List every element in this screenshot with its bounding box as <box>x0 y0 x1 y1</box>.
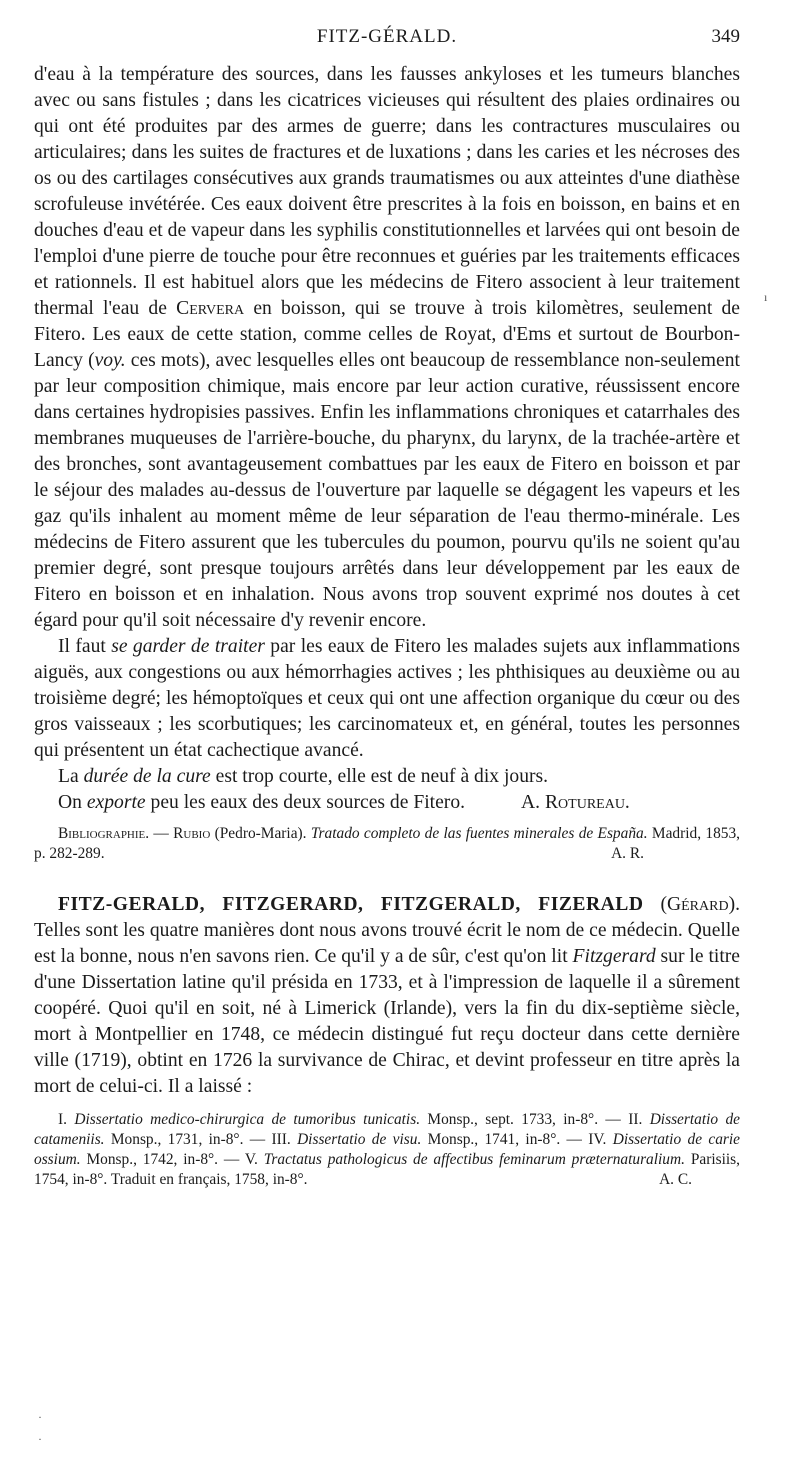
bibliography-label: Bibliographie. <box>58 825 150 842</box>
paragraph-export: On exporte peu les eaux des deux sources de Fitero. A. Rotureau. <box>58 792 630 813</box>
entry-fitz-gerald: FITZ-GERALD, FITZGERARD, FITZGERALD, FIZERALD (Gérard). Telles sont les quatre manières dont nous avons trouvé écrit le nom de ce médecin. Quelle est la bonne, nous n'en savons rien. Ce qu'il y a de sûr, c'est qu'on lit Fitzgerard sur le titre d'une Dissertation latine qu'il présida en 1733, et à l'impression de laquelle il a sûrement coopéré. Quoi qu'il en soit, né à Limerick (Irlande), vers la fin du dix-septième siècle, mort à Montpellier en 1748, ce médecin distingué fut reçu docteur dans cette dernière ville (1719), obtint en 1726 la survivance de Chirac, et devint professeur en titre après la mort de celui-ci. Il a laissé : <box>34 894 740 1097</box>
page-number: 349 <box>711 26 740 47</box>
works-list: I. Dissertatio medico-chirurgica de tumoribus tunicatis. Monsp., sept. 1733, in-8°. — II. Dissertatio de catameniis. Monsp., 1731, in-8°. — III. Dissertatio de visu. Monsp., 1741, in-8°. — IV. Dissertatio de carie ossium. Monsp., 1742, in-8°. — V. Tractatus pathologicus de affectibus feminarum præternaturalium. Parisiis, 1754, in-8°. Traduit en français, 1758, in-8°. A. C. <box>34 1111 740 1188</box>
place-name-cervera: Cervera <box>176 298 245 319</box>
margin-mark: · <box>38 1410 42 1424</box>
margin-mark: ı <box>764 290 768 304</box>
bibliography-signature: A. R. <box>611 845 644 862</box>
running-header <box>34 26 740 52</box>
bibliography: Bibliographie. — Rubio (Pedro-Maria). Tratado completo de las fuentes minerales de España. Madrid, 1853, p. 282-289. A. R. <box>34 825 741 862</box>
author-signature: A. Rotureau. <box>521 792 630 813</box>
running-title: FITZ-GÉRALD. <box>316 26 458 47</box>
paragraph-indications: d'eau à la température des sources, dans les fausses ankyloses et les tumeurs blanches avec ou sans fistules ; dans les cicatrices vicieuses qui résultent des plaies ordinaires ou qui ont été produites par des armes de guerre; dans les contractures musculaires ou articulaires; dans les suites de fractures et de luxations ; dans les caries et les nécroses des os ou des cartilages consécutives aux grands traumatismes ou aux atteintes d'une diathèse scrofuleuse invétérée. Ces eaux doivent être prescrites à la fois en boisson, en bains et en douches d'eau et de vapeur dans les syphilis constitutionnelles et larvées qui ont besoin de l'emploi d'une pierre de touche pour être reconnues et guéries par les traitements efficaces et rationnels. Il est habituel alors que les médecins de Fitero associent à leur traitement thermal l'eau de Cervera en boisson, qui se trouve à trois kilomètres, seulement de Fitero. Les eaux de cette station, comme celles de Royat, d'Ems et surtout de Bourbon-Lancy (voy. ces mots), avec lesquelles elles ont beaucoup de ressemblance non-seulement par leur composition chimique, mais encore par leur action curative, réussissent encore dans certaines hydropisies passives. Enfin les inflammations chroniques et catarrhales des membranes muqueuses de l'arrière-bouche, du pharynx, du larynx, de la trachée-artère et des bronches, sont avantageusement combattues par les eaux de Fitero en boisson et par le séjour des malades au-dessus de l'ouverture par laquelle se dégagent les vapeurs et les gaz qu'ils inhalent au moment même de leur séparation de l'eau thermo-minérale. Les médecins de Fitero assurent que les tubercules du poumon, pourvu qu'ils ne soient qu'au premier degré, sont presque toujours arrêtés dans leur développement par les eaux de Fitero en boisson et en inhalation. Nous avons trop souvent exprimé nos doutes à cet égard pour qu'il soit nécessaire d'y revenir encore. <box>34 64 741 631</box>
paragraph-cure-duration: La durée de la cure est trop courte, elle est de neuf à dix jours. <box>58 766 549 787</box>
article-body <box>34 62 740 1190</box>
paragraph-contraindications: Il faut se garder de traiter par les eaux de Fitero les malades sujets aux inflammations aiguës, aux congestions ou aux hémorrhagies actives ; les phthisiques au deuxième ou au troisième degré; les hémoptoïques et ceux qui ont une affection organique du cœur ou des gros vaisseaux ; les scorbutiques; les carcinomateux et, en général, toutes les personnes qui présentent un état cachectique avancé. <box>34 636 740 761</box>
works-signature: A. C. <box>659 1171 692 1188</box>
entry-headword: FITZ-GERALD, FITZGERARD, FITZGERALD, FIZERALD <box>58 894 644 915</box>
margin-mark: · <box>38 1432 42 1446</box>
